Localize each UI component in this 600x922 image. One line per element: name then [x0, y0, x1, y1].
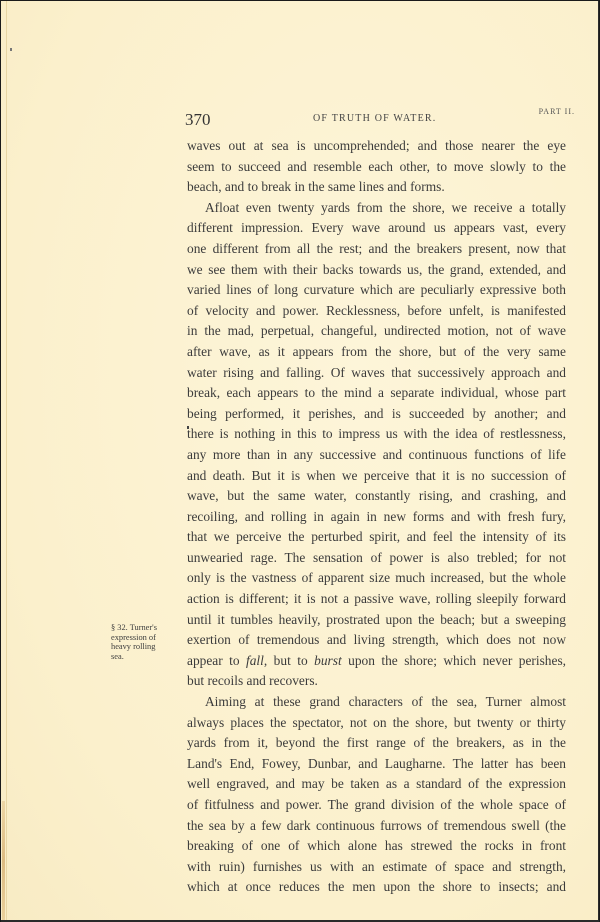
text-line: wave, but the same water, constantly rising, and crashing, and [187, 488, 566, 504]
text-line: unwearied rage. The sensation of power is also trebled; for not [187, 549, 566, 565]
text-line: water rising and falling. Of waves that successively approach and [187, 364, 566, 380]
marginal-note-line: sea. [111, 651, 124, 661]
marginal-note-line: § 32. Turner's [111, 623, 157, 632]
text-line: break, each appears to the mind a separate individual, whose part [187, 385, 566, 401]
text-line: breaking of one of which alone has strewed the rocks in front [187, 838, 566, 854]
text-line: there is nothing in this to impress us with the idea of restlessness, [187, 426, 566, 442]
page-gutter-line [6, 1, 7, 920]
running-title: OF TRUTH OF WATER. [313, 113, 437, 124]
text-line: with ruin) furnishes us with an estimate of space and strength, [187, 858, 566, 874]
text-line: of fitfulness and power. The grand division of the whole space of [187, 797, 566, 812]
text-line: well engraved, and may be taken as a standard of the expression [187, 776, 566, 792]
text-line: until it tumbles heavily, prostrated upon the beach; but a sweeping [187, 611, 566, 627]
paper-speck [10, 48, 12, 51]
paragraph-start-line: Afloat even twenty yards from the shore, we receive a totally [205, 199, 566, 215]
italic-word-burst: burst [314, 652, 342, 668]
text-fragment: , but to [263, 652, 315, 668]
text-line: beach, and to break in the same lines and forms. [187, 179, 445, 195]
text-line: always places the spectator, not on the shore, but twenty or thirty [187, 714, 566, 730]
text-line: that we perceive the perturbed spirit, and feel the intensity of its [187, 529, 566, 545]
text-line: but recoils and recovers. [187, 673, 318, 689]
marginal-note-line: heavy rolling [111, 642, 156, 652]
text-line: different impression. Every wave around us appears vast, every [187, 220, 566, 236]
paragraph-start-line: Aiming at these grand characters of the sea, Turner almost [205, 694, 566, 710]
text-line: we see them with their backs towards us, the grand, extended, and [187, 261, 566, 277]
text-line: seem to succeed and resemble each other, to move slowly to the [187, 158, 566, 174]
marginal-note [111, 623, 183, 661]
text-line: which at once reduces the men upon the shore to insects; and [187, 879, 566, 895]
page-number: 370 [185, 110, 211, 129]
text-line: only is the vastness of apparent size much increased, but the whole [187, 570, 566, 586]
text-line: waves out at sea is uncomprehended; and those nearer the eye [187, 138, 566, 153]
text-line: action is different; it is not a passive wave, rolling sleepily forward [187, 591, 566, 607]
text-line: one different from all the rest; and the breakers present, now that [187, 240, 566, 256]
text-line: varied lines of long curvature which are peculiarly expressive both [187, 282, 566, 298]
text-line: any more than in any successive and continuous functions of life [187, 446, 566, 462]
text-line: in the mad, perpetual, changeful, undirected motion, not of wave [187, 323, 566, 339]
part-label: PART II. [538, 107, 575, 116]
text-line: the sea by a few dark continuous furrows of tremendous swell (the [187, 817, 566, 833]
text-line: being performed, it perishes, and is succeeded by another; and [187, 405, 566, 421]
page-edge-stain [2, 801, 5, 920]
text-line-with-italics [187, 651, 566, 672]
text-fragment: appear to [187, 652, 247, 668]
text-line: yards from it, beyond the first range of the breakers, as in the [187, 735, 566, 751]
page-header [185, 107, 575, 129]
italic-word-fall: fall [246, 652, 264, 668]
marginal-note-line: expression of [111, 632, 156, 642]
text-line: recoiling, and rolling in again in new forms and with fresh fury, [187, 508, 566, 524]
book-page [1, 1, 599, 922]
body-text [187, 136, 566, 898]
text-line: and death. But it is when we perceive that it is no succession of [187, 467, 566, 483]
text-line: after wave, as it appears from the shore, but of the very same [187, 343, 566, 359]
text-line: Land's End, Fowey, Dunbar, and Laugharne. The latter has been [187, 755, 566, 771]
text-line: exertion of tremendous and living strength, which does not now [187, 632, 566, 648]
text-line: of velocity and power. Recklessness, before unfelt, is manifested [187, 302, 566, 318]
text-fragment: upon the shore; which never perishes, [341, 652, 566, 668]
